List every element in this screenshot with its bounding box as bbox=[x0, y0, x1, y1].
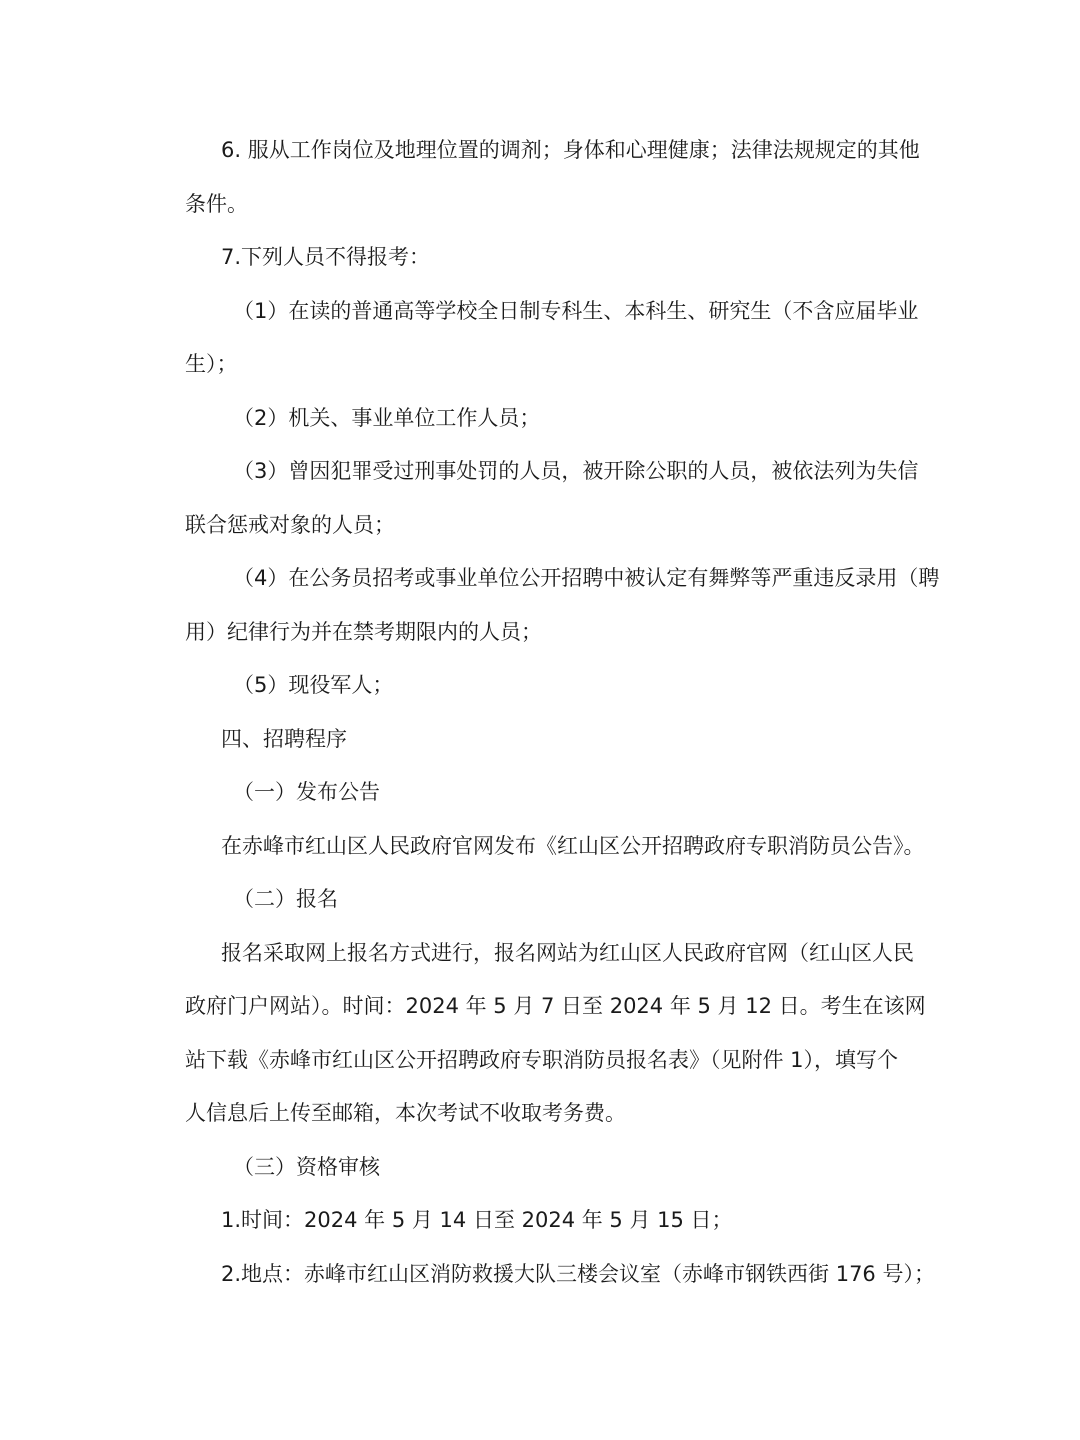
paragraph-line: 人信息后上传至邮箱，本次考试不收取考务费。 bbox=[185, 1101, 626, 1125]
document-body bbox=[185, 124, 940, 1301]
paragraph-line: 用）纪律行为并在禁考期限内的人员； bbox=[185, 619, 542, 644]
paragraph-line: （2）机关、事业单位工作人员； bbox=[233, 405, 541, 430]
paragraph-line: 在赤峰市红山区人民政府官网发布《红山区公开招聘政府专职消防员公告》。 bbox=[221, 833, 925, 858]
subsection-heading: （三）资格审核 bbox=[233, 1154, 380, 1179]
paragraph-line: 6. 服从工作岗位及地理位置的调剂；身体和心理健康；法律法规规定的其他 bbox=[221, 138, 920, 162]
paragraph-line: 1.时间：2024 年 5 月 14 日至 2024 年 5 月 15 日； bbox=[221, 1208, 733, 1232]
paragraph-line: （3）曾因犯罪受过刑事处罚的人员，被开除公职的人员，被依法列为失信 bbox=[233, 459, 919, 483]
paragraph-line: 报名采取网上报名方式进行，报名网站为红山区人民政府官网（红山区人民 bbox=[221, 940, 914, 965]
paragraph-line: 生）； bbox=[185, 352, 238, 376]
subsection-heading: （二）报名 bbox=[233, 887, 338, 911]
paragraph-line: 政府门户网站）。时间：2024 年 5 月 7 日至 2024 年 5 月 12 日。考生在该网 bbox=[185, 994, 926, 1018]
paragraph-line: 站下载《赤峰市红山区公开招聘政府专职消防员报名表》（见附件 1），填写个 bbox=[185, 1047, 899, 1072]
paragraph-line: （5）现役军人； bbox=[233, 673, 394, 697]
section-heading: 四、招聘程序 bbox=[221, 726, 347, 751]
paragraph-line: 条件。 bbox=[185, 191, 248, 216]
subsection-heading: （一）发布公告 bbox=[233, 780, 380, 804]
paragraph-line: 7.下列人员不得报考： bbox=[221, 245, 431, 269]
paragraph-line: （1）在读的普通高等学校全日制专科生、本科生、研究生（不含应届毕业 bbox=[233, 298, 919, 323]
paragraph-line: （4）在公务员招考或事业单位公开招聘中被认定有舞弊等严重违反录用（聘 bbox=[233, 566, 940, 590]
paragraph-line: 联合惩戒对象的人员； bbox=[185, 512, 395, 537]
paragraph-line: 2.地点：赤峰市红山区消防救援大队三楼会议室（赤峰市钢铁西街 176 号）； bbox=[221, 1261, 935, 1286]
